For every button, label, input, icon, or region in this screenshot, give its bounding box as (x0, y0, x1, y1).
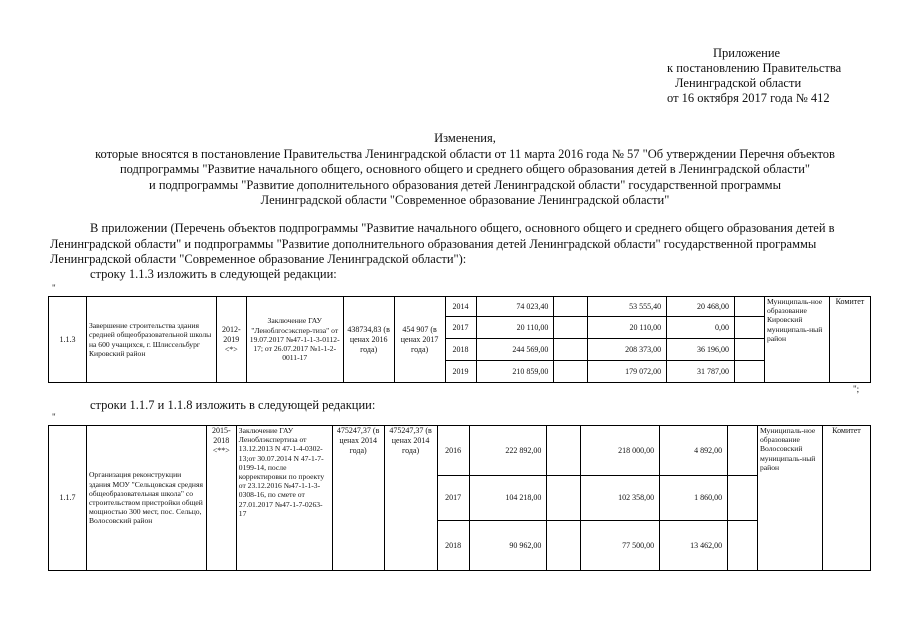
title-line: подпрограммы "Развитие начального общего, основного общего и среднего общего образования детей в Ленинградской области" (119, 162, 811, 176)
appendix-line: Ленинградской области (675, 76, 802, 90)
total-cell: 244 569,00 (476, 339, 554, 361)
committee: Комитет (829, 297, 870, 383)
local-cell: 4 892,00 (660, 426, 728, 476)
period: 2012-2019 <*> (216, 297, 246, 383)
committee: Комитет (822, 426, 870, 571)
cost-estimate-2: 454 907 (в ценах 2017 года) (394, 297, 445, 383)
empty-cell (735, 317, 765, 339)
year-cell: 2019 (445, 361, 476, 383)
quote-close-1: "; (853, 384, 860, 394)
instruction-row-113: строку 1.1.3 изложить в следующей редакции: (90, 267, 337, 281)
appendix-header (661, 46, 861, 106)
regional-cell: 77 500,00 (581, 521, 660, 571)
regional-cell: 53 555,40 (588, 297, 667, 317)
title-line: Ленинградской области "Современное образование Ленинградской области" (260, 193, 670, 207)
appendix-line: к постановлению Правительства (667, 61, 842, 75)
total-cell: 210 859,00 (476, 361, 554, 383)
instruction-rows-117-118: строки 1.1.7 и 1.1.8 изложить в следующей редакции: (90, 398, 376, 412)
intro-paragraph (50, 221, 890, 268)
row-number: 1.1.7 (49, 426, 87, 571)
year-cell: 2018 (445, 339, 476, 361)
empty-cell (554, 361, 588, 383)
customer: Муниципаль-ное образование Волосовский муниципаль-ный район (757, 426, 822, 571)
empty-cell (735, 361, 765, 383)
year-cell: 2018 (437, 521, 469, 571)
regional-cell: 179 072,00 (588, 361, 667, 383)
empty-cell (735, 297, 765, 317)
customer: Муниципаль-ное образование Кировский муниципаль-ный район (764, 297, 829, 383)
expertise: Заключение ГАУ "Леноблгосэкспер-тиза" от 19.07.2017 №47-1-1-3-0112-17; от 26.07.2017 №1-1-2-0011-17 (246, 297, 343, 383)
title-line: Изменения, (434, 131, 496, 145)
regional-cell: 20 110,00 (588, 317, 667, 339)
title-line: которые вносятся в постановление Правительства Ленинградской области от 11 марта 2016 года № 57 "Об утверждении Перечня объектов (95, 146, 835, 161)
empty-cell (554, 339, 588, 361)
appendix-line: Приложение (713, 46, 781, 60)
appendix-line: от 16 октября 2017 года № 412 (667, 91, 830, 105)
empty-cell (728, 426, 758, 476)
year-cell: 2017 (437, 476, 469, 521)
empty-cell (554, 297, 588, 317)
intro-text: В приложении (Перечень объектов подпрограммы "Развитие начального общего, основного общего и среднего общего образования детей в Ленинградской области" и подпрограммы "Развитие дополнительного образования детей Ленинградской области" государственной программы Ленинградской области "Современное образование Ленинградской области"): (50, 221, 835, 266)
empty-cell (547, 476, 581, 521)
year-cell: 2017 (445, 317, 476, 339)
local-cell: 36 196,00 (667, 339, 735, 361)
empty-cell (728, 476, 758, 521)
empty-cell (735, 339, 765, 361)
local-cell: 13 462,00 (660, 521, 728, 571)
object-name: Завершение строительства здания средней общеобразовательной школы на 600 учащихся, г. Шлиссельбург Кировский район (86, 297, 216, 383)
regional-cell: 218 000,00 (581, 426, 660, 476)
local-cell: 0,00 (667, 317, 735, 339)
document-title (40, 131, 890, 209)
empty-cell (547, 426, 581, 476)
total-cell: 222 892,00 (469, 426, 547, 476)
local-cell: 20 468,00 (667, 297, 735, 317)
title-line: и подпрограммы "Развитие дополнительного образования детей Ленинградской области" государственной программы (149, 177, 781, 192)
cost-estimate-1: 438734,83 (в ценах 2016 года) (343, 297, 394, 383)
regional-cell: 102 358,00 (581, 476, 660, 521)
cost-estimate-1: 475247,37 (в ценах 2014 года) (332, 426, 384, 571)
total-cell: 90 962,00 (469, 521, 547, 571)
empty-cell (554, 317, 588, 339)
quote-open-1: " (52, 283, 56, 293)
cost-estimate-2: 475247,37 (в ценах 2014 года) (384, 426, 437, 571)
empty-cell (547, 521, 581, 571)
expertise: Заключение ГАУ Леноблэкспертиза от 13.12.2013 N 47-1-4-0302-13;от 30.07.2014 N 47-1-7-0199-14, после корректировки по проекту от 23.12.2016 №47-1-1-3-0308-16, по смете от 27.01.2017 №47-1-7-0263-17 (236, 426, 332, 571)
object-name: Организация реконструкции здания МОУ "Сельцовская средняя общеобразовательная школа" со строительством пристройки общей мощностью 300 мест, пос. Сельцо, Волосовский район (86, 426, 206, 571)
total-cell: 104 218,00 (469, 476, 547, 521)
quote-open-2: " (52, 412, 56, 422)
total-cell: 74 023,40 (476, 297, 554, 317)
total-cell: 20 110,00 (476, 317, 554, 339)
regional-cell: 208 373,00 (588, 339, 667, 361)
year-cell: 2016 (437, 426, 469, 476)
local-cell: 1 860,00 (660, 476, 728, 521)
period: 2015-2018 <**> (206, 426, 236, 571)
row-number: 1.1.3 (49, 297, 87, 383)
empty-cell (728, 521, 758, 571)
table-row-113 (48, 296, 871, 383)
local-cell: 31 787,00 (667, 361, 735, 383)
table-row-117 (48, 425, 871, 571)
year-cell: 2014 (445, 297, 476, 317)
